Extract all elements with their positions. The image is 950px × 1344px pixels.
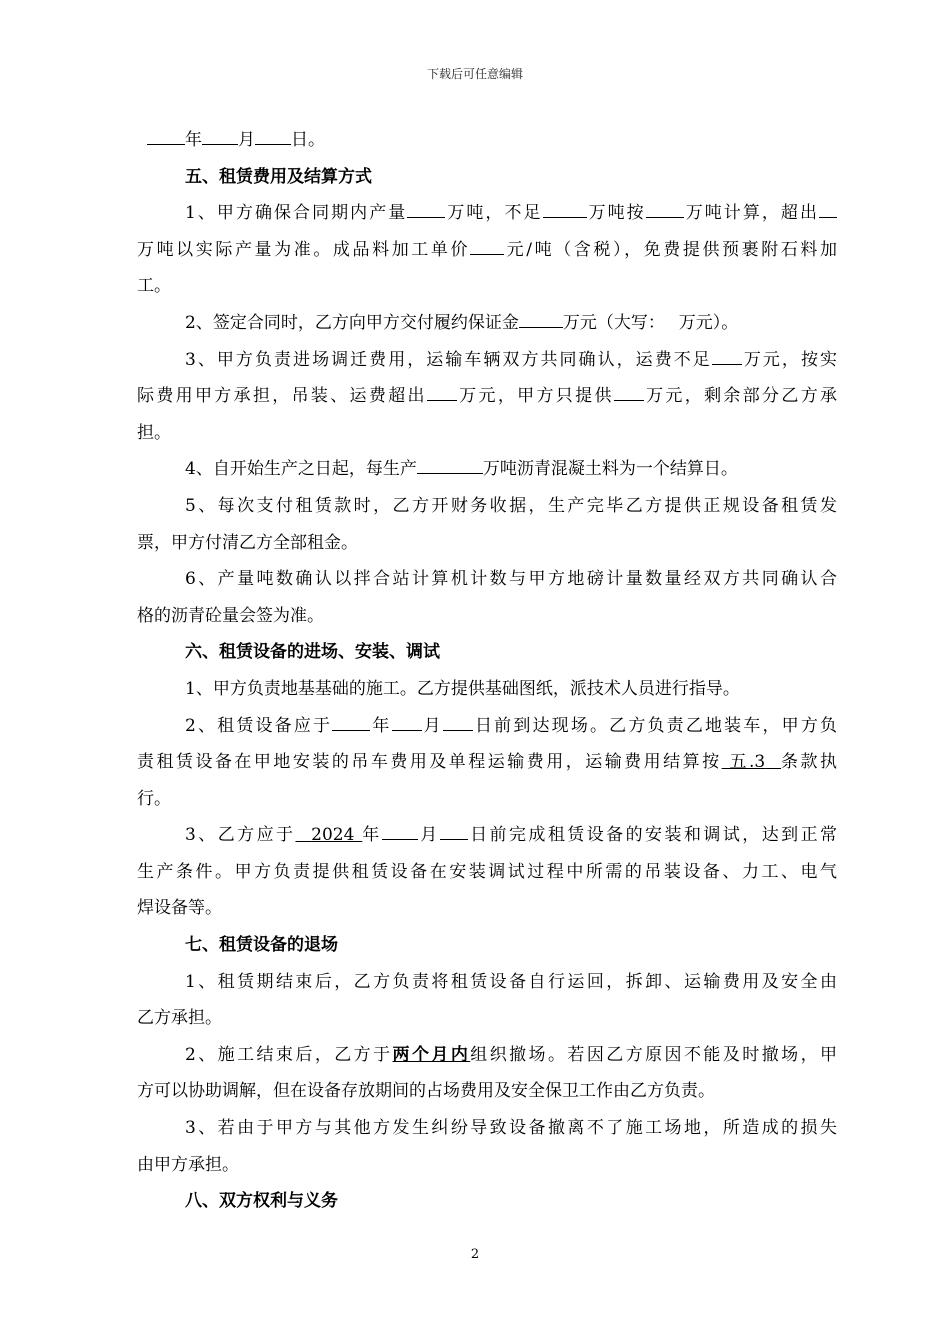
clause-5-3: 3、甲方负责进场调迁费用，运输车辆双方共同确认，运费不足 万元，按实	[137, 342, 837, 379]
section-heading-6: 六、租赁设备的进场、安装、调试	[185, 642, 440, 663]
section-heading-7: 七、租赁设备的退场	[185, 935, 338, 956]
clause-7-2: 2、施工结束后，乙方于两个月内组织撤场。若因乙方原因不能及时撤场，甲	[185, 1044, 837, 1065]
clause-7-2-cont: 方可以协助调解，但在设备存放期间的占场费用及安全保卫工作由乙方负责。	[137, 1081, 715, 1102]
clause-5-3-cont: 际费用甲方承担，吊装、运费超出 万元，甲方只提供 万元，剩余部分乙方承	[137, 378, 837, 415]
clause-7-1-cont: 乙方承担。	[137, 1008, 222, 1029]
page-number: 2	[470, 1247, 480, 1262]
page-header-note: 下载后可任意编辑	[426, 67, 523, 81]
clause-6-3: 3、乙方应于 2024 年 月 日前完成租赁设备的安装和调试，达到正常	[137, 817, 837, 854]
document-body	[137, 122, 837, 1220]
clause-5-6-cont: 格的沥青砼量会签为准。	[137, 605, 324, 626]
clause-5-6: 6、产量吨数确认以拌合站计算机计数与甲方地磅计量数量经双方共同确认合	[185, 569, 837, 590]
date-line: 年 月 日。	[137, 122, 837, 159]
clause-6-2-cont: 责租赁设备在甲地安装的吊车费用及单程运输费用，运输费用结算按 五.3 条款执	[137, 752, 837, 773]
clause-5-5-cont: 票，甲方付清乙方全部租金。	[137, 532, 358, 553]
clause-6-3-end: 焊设备等。	[137, 898, 222, 919]
clause-6-1: 1、甲方负责地基基础的施工。乙方提供基础图纸，派技术人员进行指导。	[185, 678, 740, 699]
clause-6-2: 2、租赁设备应于 年 月 日前到达现场。乙方负责乙地装车，甲方负	[137, 708, 837, 745]
clause-6-2-end: 行。	[137, 788, 171, 809]
clause-7-3-cont: 由甲方承担。	[137, 1154, 239, 1175]
clause-5-1-cont: 万吨以实际产量为准。成品料加工单价 元/吨（含税），免费提供预裹附石料加	[137, 232, 837, 269]
clause-5-3-end: 担。	[137, 422, 171, 443]
clause-5-5: 5、每次支付租赁款时，乙方开财务收据，生产完毕乙方提供正规设备租赁发	[185, 495, 837, 516]
section-heading-5: 五、租赁费用及结算方式	[185, 166, 372, 187]
clause-6-3-cont: 生产条件。甲方负责提供租赁设备在安装调试过程中所需的吊装设备、力工、电气	[137, 861, 837, 882]
clause-5-4: 4、自开始生产之日起，每生产 万吨沥青混凝土料为一个结算日。	[137, 451, 837, 488]
clause-5-1: 1、甲方确保合同期内产量 万吨，不足 万吨按 万吨计算，超出	[137, 195, 837, 232]
section-heading-8: 八、双方权利与义务	[185, 1191, 338, 1212]
clause-7-1: 1、租赁期结束后，乙方负责将租赁设备自行运回，拆卸、运输费用及安全由	[185, 971, 837, 992]
clause-5-2: 2、签定合同时，乙方向甲方交付履约保证金 万元（大写： 万元）。	[137, 305, 837, 342]
clause-7-3: 3、若由于甲方与其他方发生纠纷导致设备撤离不了施工场地，所造成的损失	[185, 1118, 837, 1139]
clause-5-1-end: 工。	[137, 276, 171, 297]
